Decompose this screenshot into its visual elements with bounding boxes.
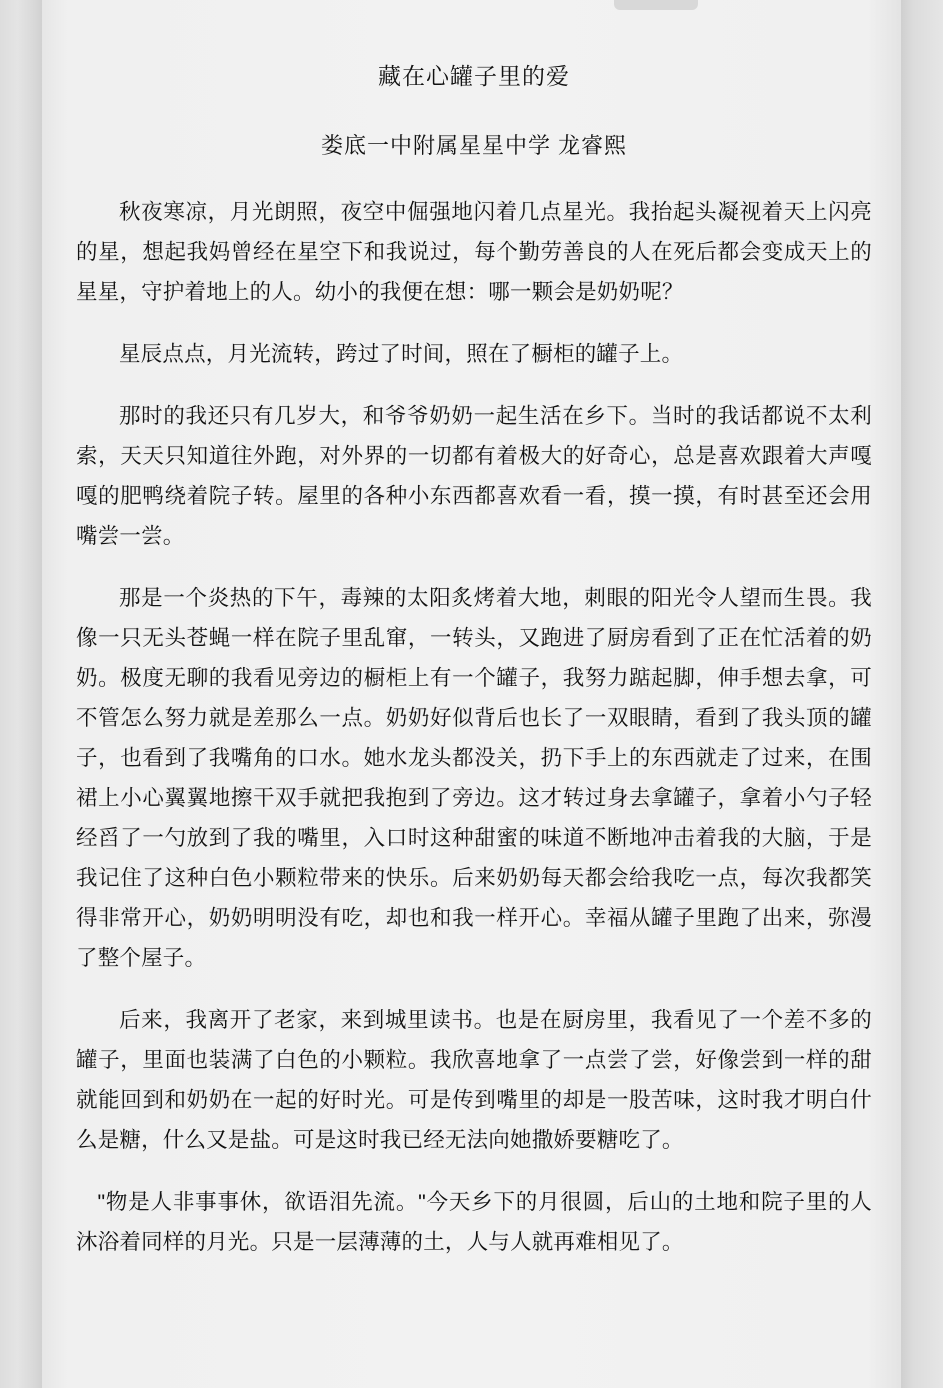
paragraph: 后来，我离开了老家，来到城里读书。也是在厨房里，我看见了一个差不多的罐子，里面也装满了白色的小颗粒。我欣喜地拿了一点尝了尝，好像尝到一样的甜就能回到和奶奶在一起的好时光。可是传到嘴里的却是一股苦味，这时我才明白什么是糖，什么又是盐。可是这时我已经无法向她撒娇要糖吃了。: [76, 1008, 872, 1152]
page-title: 藏在心罐子里的爱: [378, 63, 570, 89]
paragraph: "物是人非事事休，欲语泪先流。"今天乡下的月很圆，后山的土地和院子里的人沐浴着同样的月光。只是一层薄薄的土，人与人就再难相见了。: [76, 1190, 872, 1254]
page-left-edge: [0, 0, 44, 1388]
document-content: [76, 0, 872, 1388]
document-body: [76, 192, 872, 1262]
paragraph: 那是一个炎热的下午，毒辣的太阳炙烤着大地，刺眼的阳光令人望而生畏。我像一只无头苍蝇一样在院子里乱窜，一转头，又跑进了厨房看到了正在忙活着的奶奶。极度无聊的我看见旁边的橱柜上有一个罐子，我努力踮起脚，伸手想去拿，可不管怎么努力就是差那么一点。奶奶好似背后也长了一双眼睛，看到了我头顶的罐子，也看到了我嘴角的口水。她水龙头都没关，扔下手上的东西就走了过来，在围裙上小心翼翼地擦干双手就把我抱到了旁边。这才转过身去拿罐子，拿着小勺子轻经舀了一勺放到了我的嘴里，入口时这种甜蜜的味道不断地冲击着我的大脑，于是我记住了这种白色小颗粒带来的快乐。后来奶奶每天都会给我吃一点，每次我都笑得非常开心，奶奶明明没有吃，却也和我一样开心。幸福从罐子里跑了出来，弥漫了整个屋子。: [76, 586, 872, 970]
paragraph: 星辰点点，月光流转，跨过了时间，照在了橱柜的罐子上。: [119, 342, 684, 366]
page-right-edge: [901, 0, 943, 1388]
paragraph: 那时的我还只有几岁大，和爷爷奶奶一起生活在乡下。当时的我话都说不太利索，天天只知道往外跑，对外界的一切都有着极大的好奇心，总是喜欢跟着大声嘎嘎的肥鸭绕着院子转。屋里的各种小东西都喜欢看一看，摸一摸，有时甚至还会用嘴尝一尝。: [76, 404, 872, 548]
paragraph: 秋夜寒凉，月光朗照，夜空中倔强地闪着几点星光。我抬起头凝视着天上闪亮的星，想起我妈曾经在星空下和我说过，每个勤劳善良的人在死后都会变成天上的星星，守护着地上的人。幼小的我便在想：哪一颗会是奶奶呢？: [76, 200, 872, 304]
document-byline: 娄底一中附属星星中学 龙睿熙: [320, 133, 628, 158]
